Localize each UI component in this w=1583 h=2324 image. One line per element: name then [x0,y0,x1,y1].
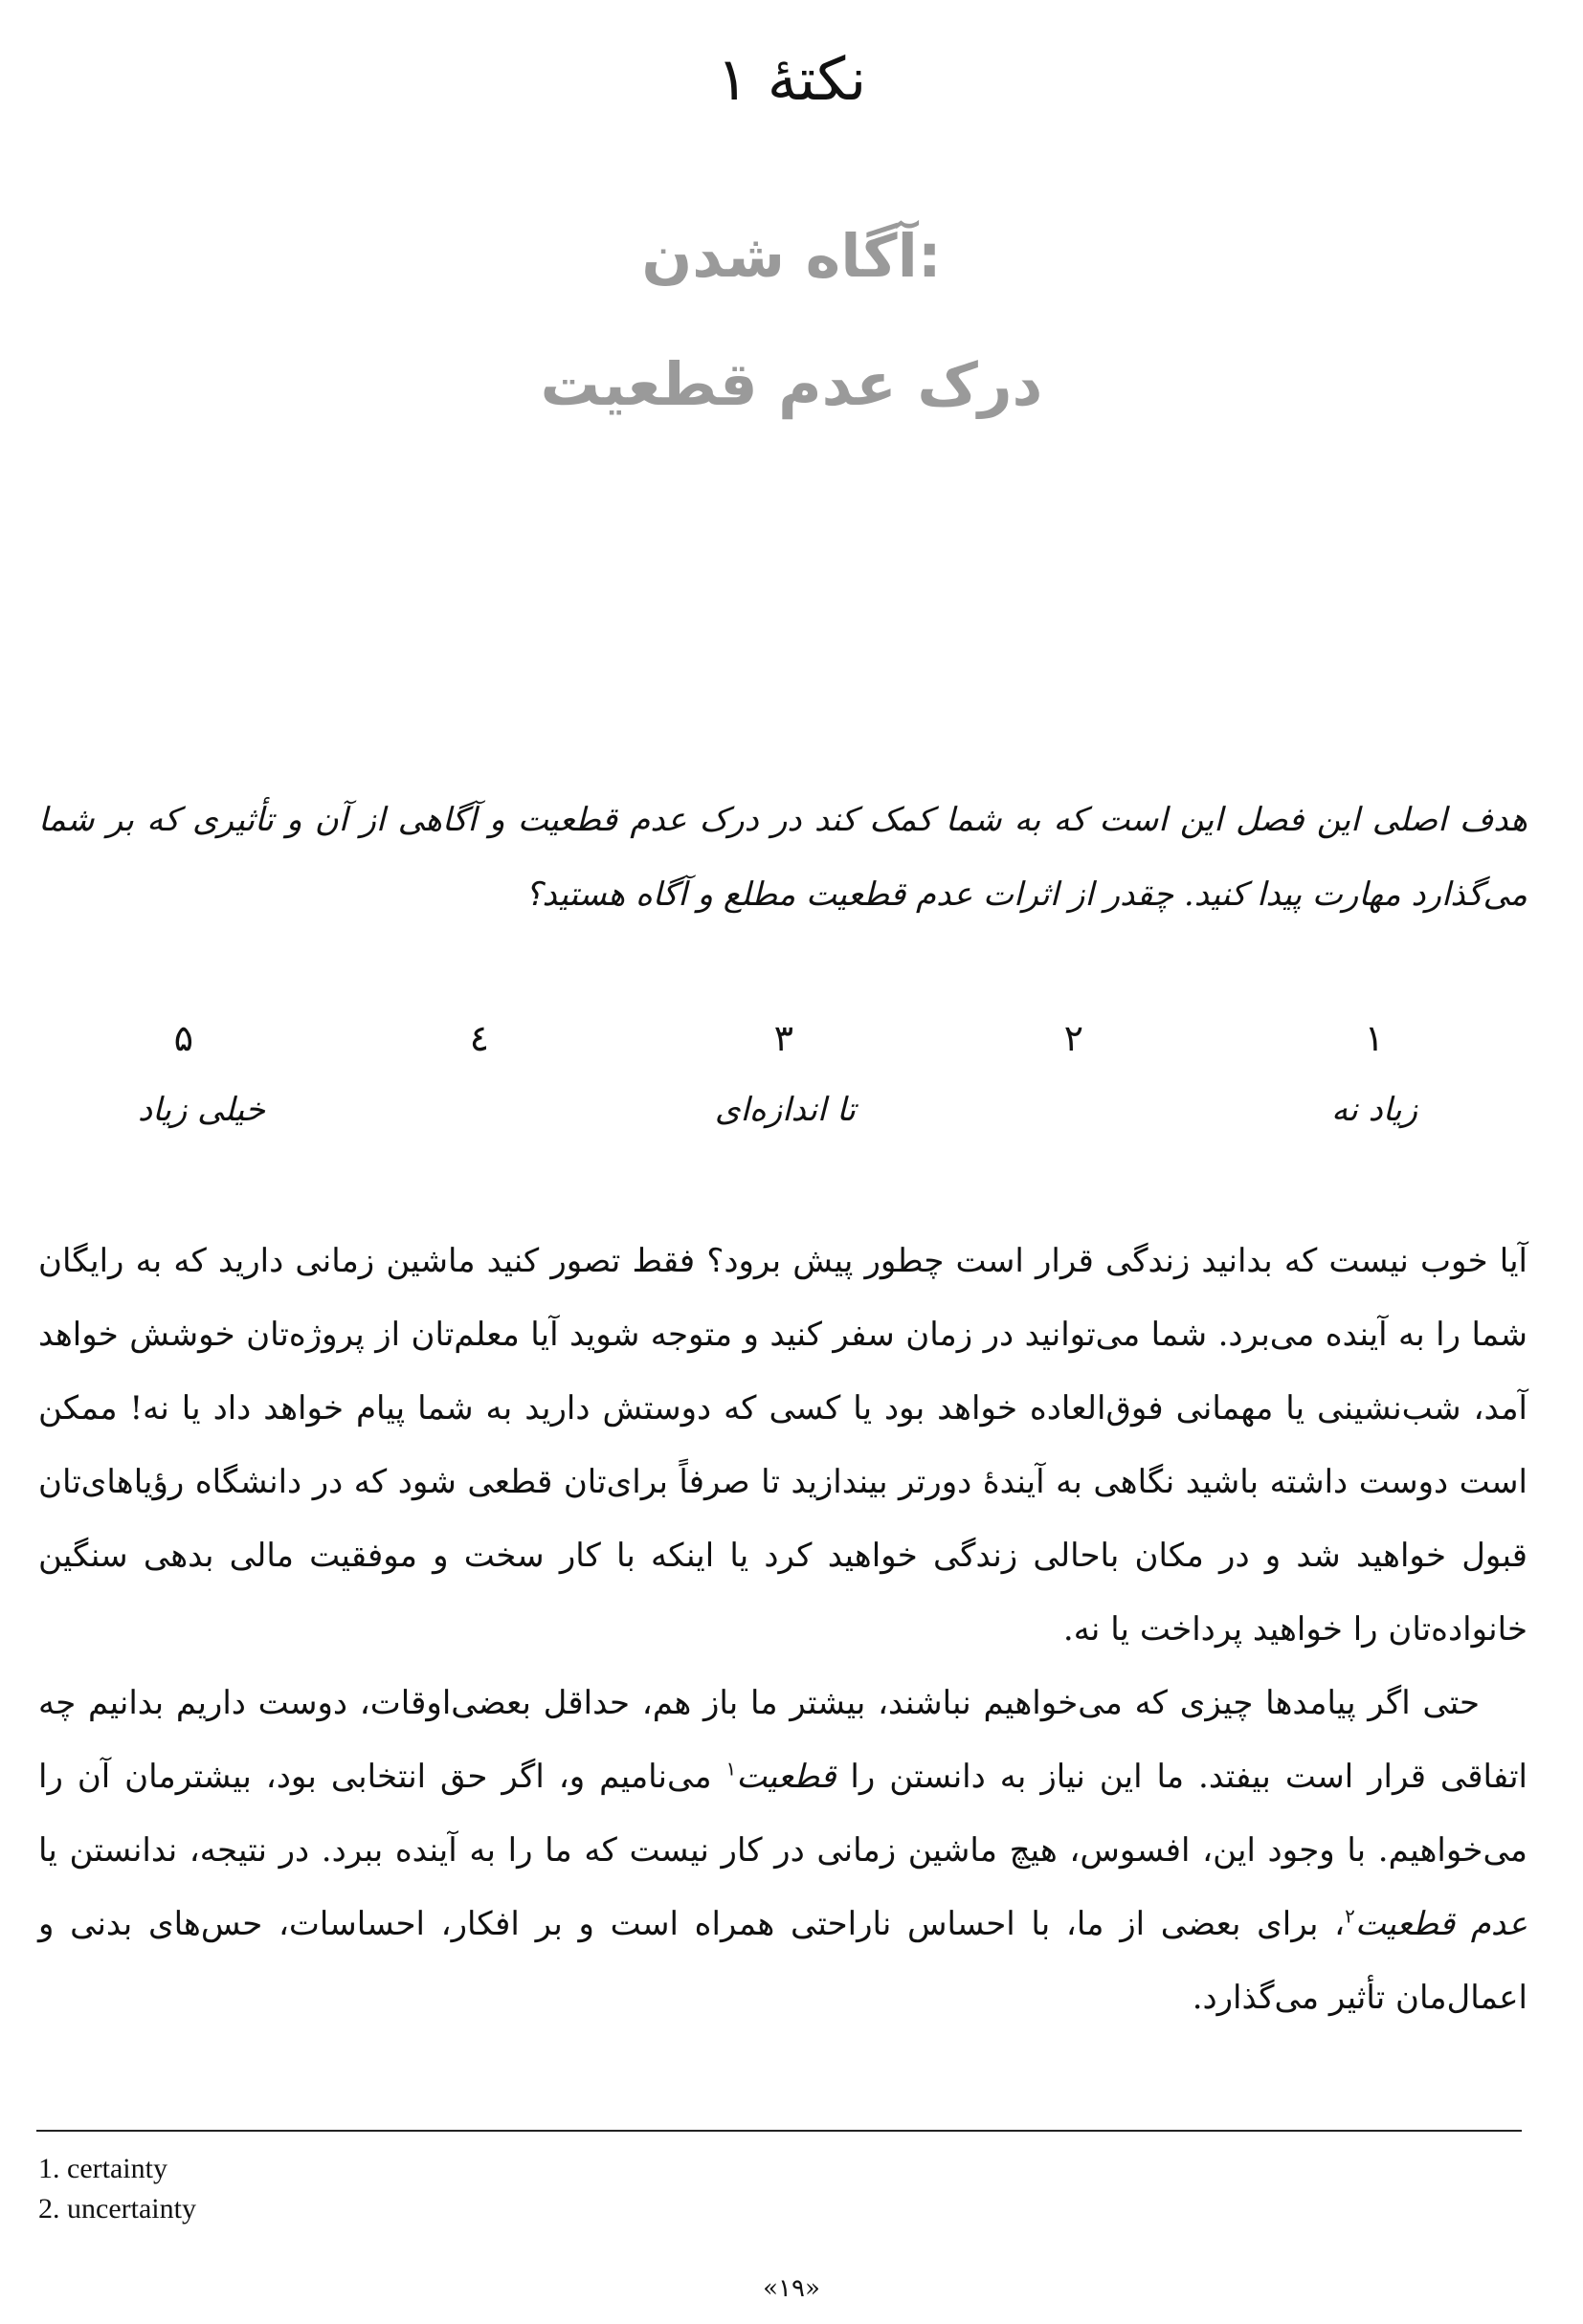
chapter-title-line-2: درک عدم قطعیت [540,349,1043,419]
intro-question: هدف اصلی این فصل این است که به شما کمک کند در درک عدم قطعیت و آگاهی از آن و تأثیری که بر شما می‌گذارد مهارت پیدا کنید. چقدر از اثرات عدم قطعیت مطلع و آگاه هستید؟ [38,801,1527,914]
scale-number-5: ۵ [173,1017,193,1059]
paragraph-2-part-a: حتی اگر پیامدها چیزی که می‌خواهیم نباشند، بیشتر ما باز هم، حداقل بعضی‌اوقات، دوست داریم بدانیم چه اتفاقی قرار است بیفتد. ما این نیاز به دانستن را [38,1684,1527,1796]
paragraph-1: آیا خوب نیست که بدانید زندگی قرار است چطور پیش برود؟ فقط تصور کنید ماشین زمانی دارید که به رایگان شما را به آینده می‌برد. شما می‌توانید در زمان سفر کنید و متوجه شوید آیا معلم‌تان از پروژه‌تان خوشش خواهد آمد، شب‌نشینی یا مهمانی فوق‌العاده خواهد بود یا کسی که دوستش دارید به شما پیام خواهد داد یا نه! ممکن است دوست داشته باشید نگاهی به آیندهٔ دورتر بیندازید تا صرفاً برای‌تان قطعی شود که در دانشگاه رؤیاهای‌تان قبول خواهید شد و در مکان باحالی زندگی خواهید کرد یا اینکه با کار سخت و موفقیت مالی بدهی سنگین خانواده‌تان را خواهید پرداخت یا نه. [38,1242,1527,1649]
scale-number-1: ۱ [1364,1017,1384,1059]
paragraph-2-part-b: می‌نامیم و، اگر حق انتخابی بود، بیشترمان آن را می‌خواهیم. با وجود این، افسوس، هیچ ماشین زمانی در کار نیست که ما را به آینده ببرد. در نتیجه، ندانستن یا [38,1758,1527,1870]
scale-label-low: زیاد نه [1331,1091,1417,1129]
scale-label-high: خیلی زیاد [137,1091,265,1129]
scale-number-3: ۳ [773,1017,793,1059]
scale-number-2: ۲ [1063,1017,1083,1059]
footnote-ref-2: ۲ [1345,1904,1355,1928]
scale-label-mid: تا اندازه‌ای [714,1091,856,1129]
term-uncertainty: عدم قطعیت [1354,1905,1527,1943]
footnote-2: 2. uncertainty [38,2193,196,2224]
term-certainty: قطعیت [736,1758,836,1796]
paragraph-2 [38,1667,1527,2035]
scale-number-4: ٤ [469,1017,489,1059]
footnote-divider [36,2130,1522,2132]
footnote-1: 1. certainty [38,2153,167,2184]
paragraph-2-part-c: ، برای بعضی از ما، با احساس ناراحتی همراه است و بر افکار، احساسات، حس‌های بدنی و اعمال‌مان تأثیر می‌گذارد. [38,1905,1527,2017]
footnote-ref-1: ۱ [725,1757,737,1781]
body-text [38,1225,1527,2035]
page-number: «۱۹» [763,2274,820,2303]
chapter-title-line-1: آگاه شدن: [641,221,942,291]
chapter-label: نکتهٔ ۱ [716,44,867,114]
